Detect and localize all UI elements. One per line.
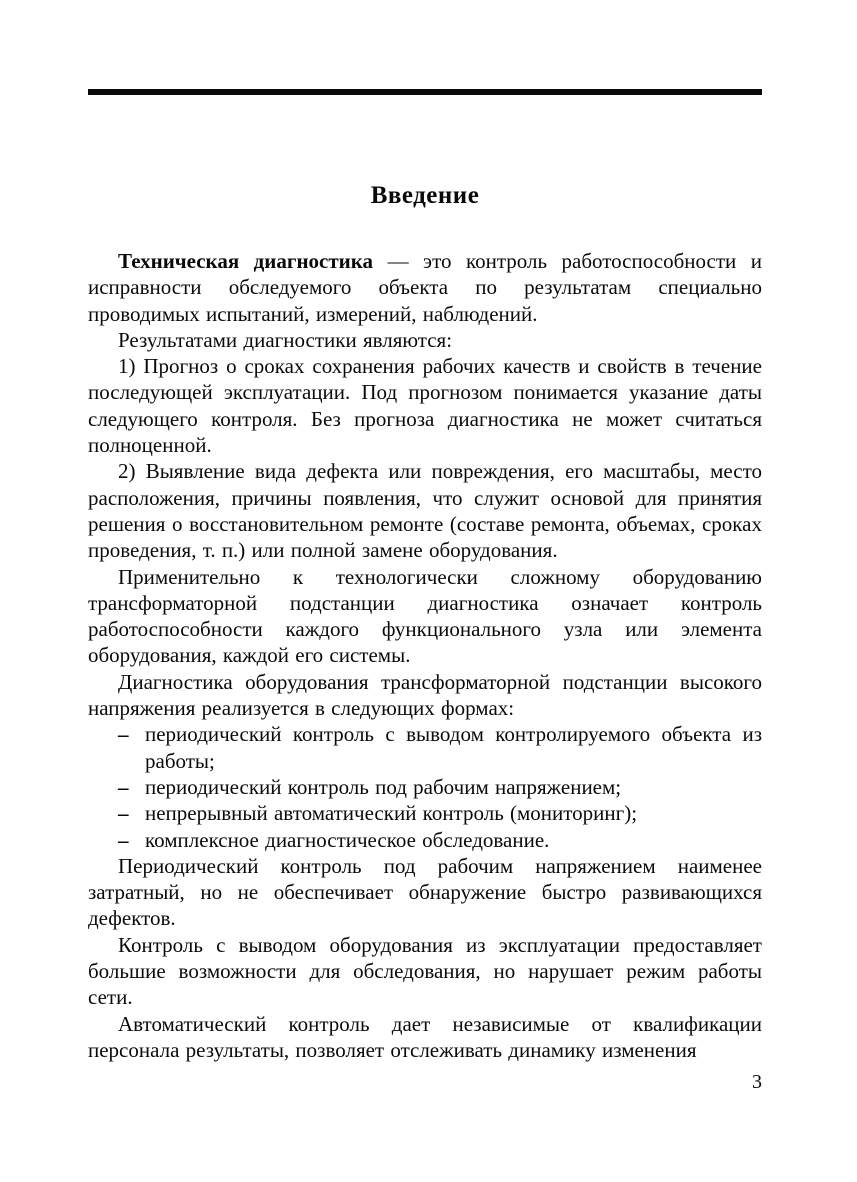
paragraph: Автоматический контроль дает независимые от квалификации персонала результаты, позволяет отслеживать динамику изменения (88, 1011, 762, 1062)
dash-bullet: – (118, 774, 129, 799)
paragraph-intro (88, 248, 762, 327)
intro-lead-text: — это контроль работоспособности и исправности обследуемого объекта по результатам специально проводимых испытаний, измерений, наблюдений. (88, 249, 762, 326)
dash-bullet: – (118, 801, 129, 826)
paragraph: Диагностика оборудования трансформаторной подстанции высокого напряжения реализуется в следующих формах: (88, 669, 762, 721)
paragraph: Применительно к технологически сложному оборудованию трансформаторной подстанции диагностика означает контроль работоспособности каждого функционального узла или элемента оборудования, каждой его системы. (88, 564, 762, 668)
intro-lead-term: Техническая диагностика (118, 249, 374, 273)
dash-bullet: – (118, 722, 129, 747)
paragraph: Результатами диагностики являются: (118, 327, 453, 352)
list-item-text: комплексное диагностическое обследование. (145, 827, 550, 852)
chapter-title: Введение (370, 182, 480, 209)
list-item (88, 774, 762, 800)
list-item (88, 827, 762, 853)
paragraph: Контроль с выводом оборудования из эксплуатации предоставляет большие возможности для обследования, но нарушает режим работы сети. (88, 932, 762, 1010)
dash-bullet: – (118, 827, 129, 852)
list-item-text: непрерывный автоматический контроль (мониторинг); (145, 801, 638, 826)
list-item (88, 721, 762, 774)
page-number: 3 (752, 1071, 762, 1093)
header-double-rule (88, 89, 762, 95)
paragraph: 2) Выявление вида дефекта или повреждения, его масштабы, место расположения, причины появления, что служит основой для принятия решения о восстановительном ремонте (составе ремонта, объемах, сроках проведения, т. п.) или полной замене оборудования. (88, 459, 762, 563)
list-item-text: периодический контроль с выводом контролируемого объекта из работы; (145, 722, 762, 773)
list-item-text: периодический контроль под рабочим напряжением; (145, 774, 622, 799)
list-item (88, 800, 762, 826)
paragraph: Периодический контроль под рабочим напряжением наименее затратный, но не обеспечивает обнаружение быстро развивающихся дефектов. (88, 853, 762, 931)
text-column (88, 0, 762, 1063)
paragraph: 1) Прогноз о сроках сохранения рабочих качеств и свойств в течение последующей эксплуатации. Под прогнозом понимается указание даты следующего контроля. Без прогноза диагностика не может считаться полноценной. (88, 354, 762, 458)
